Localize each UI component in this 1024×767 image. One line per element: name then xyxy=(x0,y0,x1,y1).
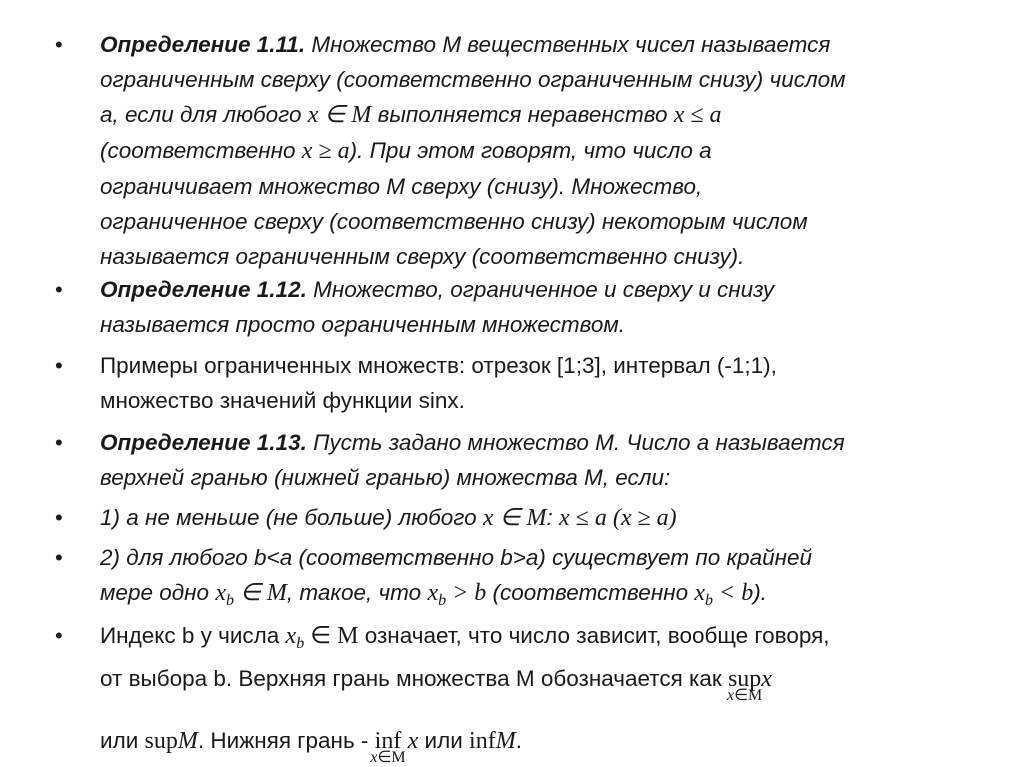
math-op: ≥ xyxy=(312,138,338,164)
sup-label: sup xyxy=(144,728,178,754)
math-op: ≥ xyxy=(631,505,657,531)
math-var: M xyxy=(177,728,198,754)
text: . xyxy=(515,728,522,753)
inf-subscript xyxy=(370,749,405,767)
math-var: a xyxy=(594,505,607,531)
math-var: x xyxy=(620,505,632,531)
definition-1-12-label: Определение 1.12. xyxy=(100,277,307,302)
math-var: a xyxy=(337,138,350,164)
text: Множество, ограниченное и сверху и снизу xyxy=(306,277,775,302)
text: означает, что число зависит, вообще говоря, xyxy=(358,623,830,648)
text: ограниченное сверху (соответственно снизу) некоторым числом xyxy=(100,209,808,234)
definition-1-11-label: Определение 1.11. xyxy=(100,32,306,57)
math-op: ∈ xyxy=(304,623,338,649)
definition-1-13-label: Определение 1.13. xyxy=(100,430,307,455)
text: или xyxy=(100,728,145,753)
text: ограничивает множество М сверху (снизу). Множество, xyxy=(100,174,703,199)
math-var: x xyxy=(285,623,297,649)
list-item-definition-1-12 xyxy=(55,272,980,342)
math-var: M xyxy=(337,623,359,649)
text: называется ограниченным сверху (соответственно снизу). xyxy=(100,244,745,269)
math-var: b xyxy=(741,580,754,606)
list-item-definition-1-13 xyxy=(55,425,980,495)
math-var: x xyxy=(761,666,772,692)
text: Множество М вещественных чисел называется xyxy=(305,32,831,57)
list-item-condition-2 xyxy=(55,540,980,618)
text: : xyxy=(546,505,559,530)
math-op: < xyxy=(713,580,742,606)
text: выполняется неравенство xyxy=(371,102,674,127)
text: множество значений функции sinx. xyxy=(100,388,465,413)
text: мере одно xyxy=(100,580,216,605)
math-var: x xyxy=(370,749,378,766)
text: (соответственно xyxy=(486,580,695,605)
text: ). При этом говорят, что число а xyxy=(349,138,712,163)
math-op: ∈M xyxy=(734,687,763,704)
math-op: ∈ xyxy=(233,580,267,606)
bullet-dot: • xyxy=(55,32,63,57)
list-item-condition-1 xyxy=(55,500,980,536)
text: от выбора b. Верхняя грань множества М обозначается как xyxy=(100,666,728,691)
math-var: x xyxy=(559,505,570,531)
math-var: M xyxy=(351,102,372,128)
math-subscript: b xyxy=(438,592,447,609)
math-subscript: b xyxy=(225,592,234,609)
math-var: M xyxy=(266,580,287,606)
text: 2) для любого b<a (соответственно b>a) существует по крайней xyxy=(100,545,813,570)
bullet-dot: • xyxy=(55,623,63,648)
math-subscript: b xyxy=(705,592,714,609)
text: а, если для любого xyxy=(100,102,308,127)
bullet-dot: • xyxy=(55,353,63,378)
math-var: x xyxy=(407,728,419,754)
math-op: ∈M xyxy=(377,749,406,766)
math-var: x xyxy=(726,687,735,704)
list-item-examples xyxy=(55,348,980,418)
math-var: a xyxy=(709,102,722,128)
math-op: ( xyxy=(606,505,621,531)
sup-label: sup xyxy=(727,666,762,692)
text: называется просто ограниченным множеством. xyxy=(100,312,626,337)
math-var: x xyxy=(307,102,319,128)
bullet-dot: • xyxy=(55,545,63,570)
math-var: a xyxy=(656,505,669,531)
text: или xyxy=(418,728,470,753)
math-var: x xyxy=(427,580,439,606)
math-var: b xyxy=(474,580,487,606)
text: верхней гранью (нижней гранью) множества М, если: xyxy=(100,465,671,490)
math-var: x xyxy=(301,138,313,164)
text: ограниченным сверху (соответственно ограниченным снизу) числом xyxy=(100,67,846,92)
math-op: ∈ xyxy=(493,505,527,531)
bullet-dot: • xyxy=(55,505,63,530)
math-var: x xyxy=(694,580,706,606)
math-op: ) xyxy=(668,505,677,531)
math-var: x xyxy=(215,580,226,606)
math-op: > xyxy=(446,580,475,606)
sup-subscript xyxy=(727,687,762,705)
sup-operator xyxy=(726,661,763,704)
text: 1) а не меньше (не больше) любого xyxy=(100,505,483,530)
list-item-index-note xyxy=(55,618,980,766)
text: (соответственно xyxy=(100,138,302,163)
math-var: M xyxy=(495,728,516,754)
text: . Нижняя грань - xyxy=(197,728,375,753)
text: Пусть задано множество М. Число а называется xyxy=(306,430,845,455)
inf-label: inf xyxy=(469,728,496,754)
text: ). xyxy=(753,580,767,605)
math-subscript: b xyxy=(296,635,305,652)
inf-operator xyxy=(370,723,406,766)
math-op: ≤ xyxy=(684,102,710,128)
bullet-dot: • xyxy=(55,430,63,455)
text: Примеры ограниченных множеств: отрезок [1;3], интервал (-1;1), xyxy=(100,353,777,378)
inf-label: inf xyxy=(374,728,402,754)
math-op: ∈ xyxy=(318,102,352,128)
text: , такое, что xyxy=(286,580,428,605)
bullet-dot: • xyxy=(55,277,63,302)
list-item-definition-1-11 xyxy=(55,27,980,274)
text: Индекс b у числа xyxy=(100,623,286,648)
math-var: M xyxy=(526,505,547,531)
math-var: x xyxy=(482,505,494,531)
math-op: ≤ xyxy=(569,505,595,531)
math-var: x xyxy=(673,102,685,128)
